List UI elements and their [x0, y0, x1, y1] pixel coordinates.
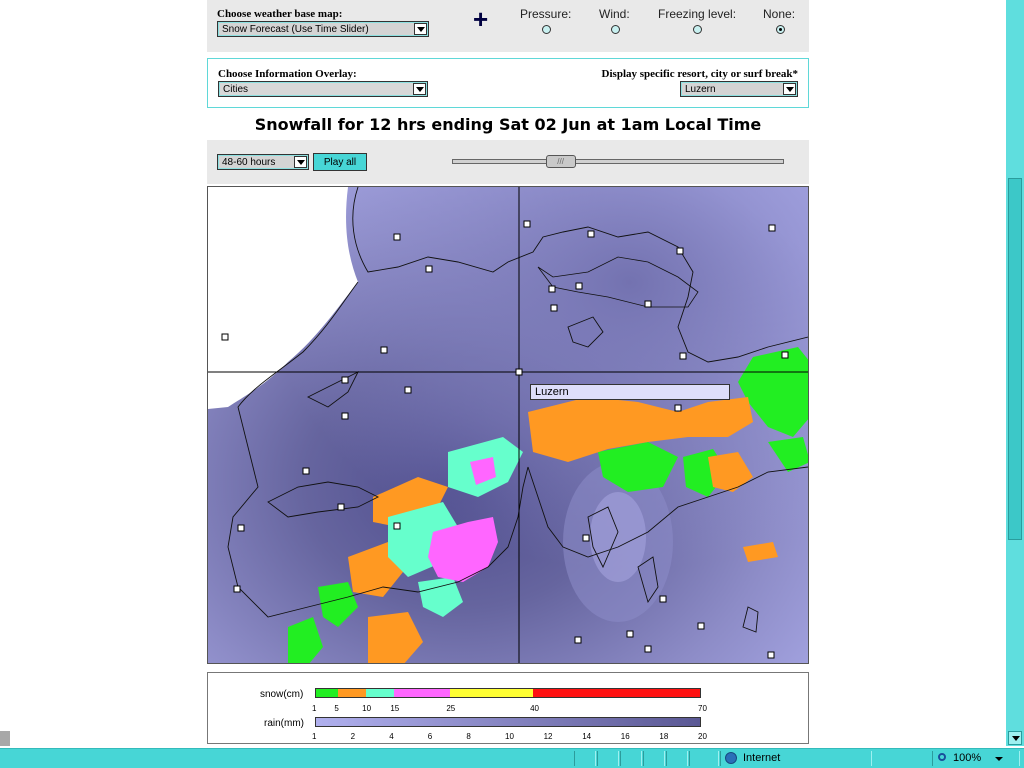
radio-label-pressure: Pressure: — [520, 7, 572, 21]
time-controls — [207, 140, 809, 184]
rain-tick-label: 6 — [427, 732, 433, 741]
snow-tick-label: 70 — [698, 704, 707, 713]
globe-icon — [725, 752, 737, 764]
rain-tick-label: 1 — [312, 732, 317, 741]
city-marker[interactable] — [342, 413, 348, 419]
city-marker[interactable] — [698, 623, 704, 629]
status-segment — [574, 751, 596, 766]
overlay-select-value: Cities — [223, 84, 249, 95]
city-marker[interactable] — [677, 248, 683, 254]
snow-legend-label: snow(cm) — [260, 689, 304, 700]
status-segment — [689, 751, 719, 766]
snow-forecast-map[interactable] — [207, 186, 809, 664]
basemap-select-value: Snow Forecast (Use Time Slider) — [222, 24, 369, 35]
city-marker[interactable] — [660, 596, 666, 602]
zoom-control[interactable] — [932, 751, 1020, 766]
radio-none[interactable] — [776, 25, 785, 34]
magnifier-icon — [938, 753, 946, 761]
city-marker[interactable] — [238, 525, 244, 531]
snow-scale-segment — [394, 689, 450, 697]
zoom-level: 100% — [953, 752, 982, 764]
snow-tick-label: 25 — [446, 704, 456, 713]
snow-tick-label: 5 — [334, 704, 339, 713]
snow-scale-segment — [338, 689, 366, 697]
city-marker[interactable] — [576, 283, 582, 289]
chevron-down-icon[interactable] — [414, 23, 427, 35]
time-slider-handle[interactable]: /// — [546, 155, 576, 168]
basemap-panel — [207, 0, 809, 52]
status-segment — [620, 751, 642, 766]
city-marker[interactable] — [381, 347, 387, 353]
rain-tick-label: 16 — [620, 732, 630, 741]
city-marker[interactable] — [769, 225, 775, 231]
city-marker[interactable] — [303, 468, 309, 474]
city-marker[interactable] — [575, 637, 581, 643]
resort-select[interactable] — [680, 81, 798, 97]
snow-scale-segment — [366, 689, 394, 697]
city-marker[interactable] — [645, 646, 651, 652]
rain-color-scale — [315, 717, 701, 727]
overlay-label: Choose Information Overlay: — [218, 68, 357, 80]
chevron-down-icon[interactable] — [995, 757, 1003, 761]
city-marker[interactable] — [338, 504, 344, 510]
play-all-button[interactable]: Play all — [313, 153, 367, 171]
city-marker[interactable] — [551, 305, 557, 311]
basemap-select[interactable] — [217, 21, 429, 37]
rain-legend-label: rain(mm) — [264, 718, 304, 729]
rain-tick-label: 2 — [350, 732, 356, 741]
snow-tick-label: 15 — [390, 704, 400, 713]
range-select[interactable] — [217, 154, 309, 170]
city-marker[interactable] — [234, 586, 240, 592]
snow-scale-segment — [533, 689, 700, 697]
snow-scale-segment — [316, 689, 338, 697]
city-marker[interactable] — [222, 334, 228, 340]
city-marker[interactable] — [680, 353, 686, 359]
radio-label-freezing-level: Freezing level: — [658, 7, 737, 21]
scroll-down-arrow-icon[interactable] — [1008, 731, 1022, 745]
range-select-value: 48-60 hours — [222, 157, 276, 168]
status-bar — [0, 748, 1024, 768]
city-marker[interactable] — [782, 352, 788, 358]
resort-select-value: Luzern — [685, 84, 716, 95]
status-segment — [597, 751, 619, 766]
rain-tick-label: 8 — [466, 732, 471, 741]
luzern-popup-label: Luzern — [530, 384, 730, 400]
chevron-down-icon[interactable] — [413, 83, 426, 95]
rain-tick-label: 14 — [582, 732, 592, 741]
city-marker[interactable] — [524, 221, 530, 227]
zone-label: Internet — [743, 752, 781, 764]
resort-label: Display specific resort, city or surf break* — [601, 68, 798, 80]
snow-tick-label: 10 — [362, 704, 372, 713]
map-svg — [208, 187, 809, 664]
city-marker[interactable] — [394, 523, 400, 529]
snow-tick-label: 40 — [530, 704, 539, 713]
snow-ticks — [312, 700, 707, 713]
chevron-down-icon[interactable] — [783, 83, 796, 95]
rain-tick-label: 4 — [389, 732, 394, 741]
snow-scale-segment — [450, 689, 533, 697]
city-marker[interactable] — [426, 266, 432, 272]
security-zone — [720, 751, 872, 766]
status-segment — [643, 751, 665, 766]
rain-tick-label: 18 — [659, 732, 669, 741]
radio-wind[interactable] — [611, 25, 620, 34]
legend — [207, 672, 809, 744]
rain-ticks — [312, 730, 707, 742]
plus-icon[interactable]: + — [473, 4, 489, 34]
overlay-select[interactable] — [218, 81, 428, 97]
city-marker[interactable] — [588, 231, 594, 237]
city-marker[interactable] — [627, 631, 633, 637]
radio-label-none: None: — [763, 7, 796, 21]
snow-color-scale — [315, 688, 701, 698]
time-slider-track[interactable] — [452, 159, 784, 164]
snow-tick-label: 1 — [312, 704, 317, 713]
radio-freezing-level[interactable] — [693, 25, 702, 34]
rain-tick-label: 10 — [505, 732, 514, 741]
forecast-title: Snowfall for 12 hrs ending Sat 02 Jun at 1am Local Time — [254, 115, 762, 134]
city-marker[interactable] — [342, 377, 348, 383]
rain-tick-label: 20 — [698, 732, 707, 741]
basemap-label: Choose weather base map: — [217, 8, 343, 20]
status-segment — [666, 751, 688, 766]
city-marker[interactable] — [675, 405, 681, 411]
city-marker[interactable] — [768, 652, 774, 658]
city-marker[interactable] — [405, 387, 411, 393]
city-marker[interactable] — [583, 535, 589, 541]
chevron-down-icon[interactable] — [294, 156, 307, 168]
resize-grip — [0, 731, 10, 746]
rain-tick-label: 12 — [543, 732, 553, 741]
radio-pressure[interactable] — [542, 25, 551, 34]
city-marker[interactable] — [394, 234, 400, 240]
city-marker[interactable] — [549, 286, 555, 292]
overlay-panel — [207, 58, 809, 108]
radio-label-wind: Wind: — [599, 7, 630, 21]
city-marker[interactable] — [516, 369, 522, 375]
city-marker[interactable] — [645, 301, 651, 307]
scrollbar-thumb[interactable] — [1008, 178, 1022, 540]
vertical-scrollbar[interactable] — [1006, 0, 1024, 746]
